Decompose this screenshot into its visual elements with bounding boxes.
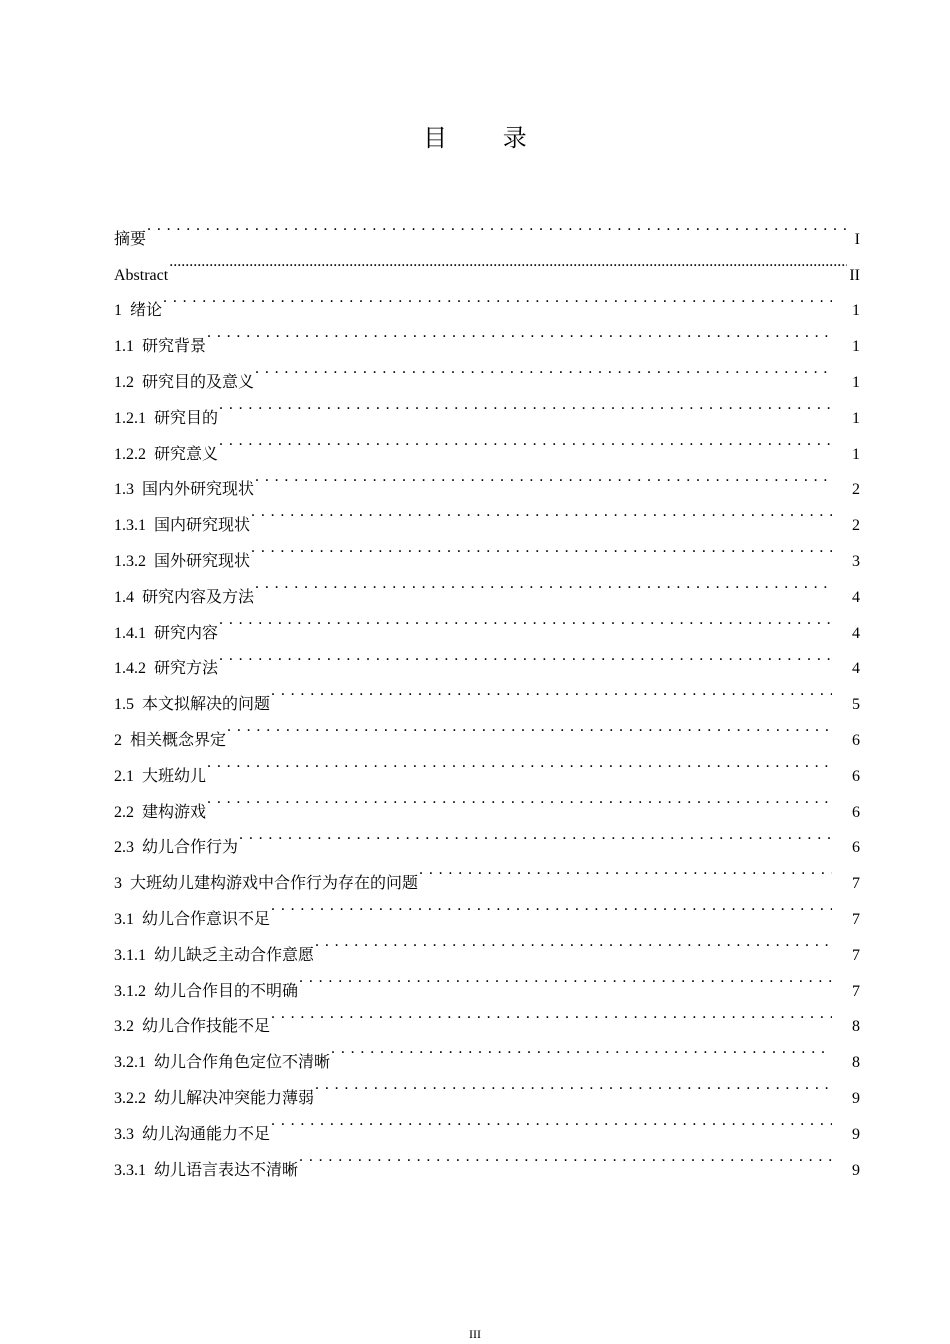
toc-dot-leader — [251, 530, 832, 566]
toc-entry-page: 4 — [852, 624, 860, 642]
toc-entry-number: 1.4.2 — [114, 660, 146, 678]
toc-entry-label: 研究内容 — [154, 624, 219, 642]
toc-entry-page: 4 — [852, 660, 860, 678]
toc-entry-label: 绪论 — [130, 302, 163, 320]
toc-dot-leader — [299, 1139, 832, 1175]
toc-entry[interactable] — [114, 817, 860, 857]
toc-entry-number: 1.4 — [114, 588, 134, 606]
toc-dot-leader — [163, 280, 832, 316]
toc-entry-number: 1.1 — [114, 338, 134, 356]
toc-entry-label: 研究方法 — [154, 660, 219, 678]
toc-entry[interactable] — [114, 351, 860, 391]
toc-entry-page: 8 — [852, 1054, 860, 1072]
toc-entry-label: 幼儿缺乏主动合作意愿 — [154, 946, 315, 964]
toc-entry-page: 4 — [852, 588, 860, 606]
toc-entry[interactable] — [114, 638, 860, 678]
toc-entry-number: 3.2.1 — [114, 1054, 146, 1072]
toc-dot-leader — [331, 1031, 832, 1067]
toc-dot-leader — [255, 351, 832, 387]
toc-dot-leader — [207, 781, 832, 817]
toc-entry-page: 6 — [852, 767, 860, 785]
toc-entry[interactable] — [114, 387, 860, 427]
toc-entry-label: 建构游戏 — [142, 803, 207, 821]
toc-dot-leader — [315, 1067, 832, 1103]
toc-entry-label: Abstract — [114, 266, 169, 284]
toc-entry[interactable] — [114, 315, 860, 356]
toc-entry-number: 1.2.2 — [114, 445, 146, 463]
toc-entry-number: 1.3 — [114, 481, 134, 499]
toc-entry-number: 3.2 — [114, 1018, 134, 1036]
toc-dot-leader — [255, 459, 832, 495]
page-number: III — [469, 1327, 481, 1341]
toc-dot-leader — [251, 494, 832, 530]
toc-entry-label: 研究意义 — [154, 445, 219, 463]
toc-entry-page: 7 — [852, 946, 860, 964]
toc-dot-leader — [299, 960, 832, 996]
toc-dot-leader — [169, 244, 847, 280]
toc-entry-label: 幼儿合作角色定位不清晰 — [154, 1054, 331, 1072]
toc-dot-leader — [271, 888, 832, 924]
toc-entry-page: 1 — [852, 302, 860, 320]
toc-dot-leader — [227, 709, 832, 745]
toc-entry-label: 幼儿合作技能不足 — [142, 1018, 271, 1036]
toc-dot-leader — [219, 387, 832, 423]
toc-dot-leader — [315, 924, 832, 960]
toc-entry-page: 9 — [852, 1125, 860, 1143]
toc-entry-page: 7 — [852, 982, 860, 1000]
toc-entry[interactable] — [114, 673, 860, 714]
toc-entry-label: 研究目的及意义 — [142, 373, 255, 391]
toc-entry-number: 2.3 — [114, 839, 134, 857]
toc-entry-label: 幼儿合作行为 — [142, 839, 239, 857]
toc-entry-label: 研究背景 — [142, 338, 207, 356]
toc-entry-number: 3.1.2 — [114, 982, 146, 1000]
toc-entry-number: 1.4.1 — [114, 624, 146, 642]
toc-entry-number: 1.3.2 — [114, 552, 146, 570]
toc-entry-page: II — [849, 266, 860, 284]
toc-entry-number: 2.1 — [114, 767, 134, 785]
toc-entry-label: 国外研究现状 — [154, 552, 251, 570]
toc-entry-label: 幼儿合作意识不足 — [142, 910, 271, 928]
toc-entry[interactable] — [114, 781, 860, 821]
toc-dot-leader — [219, 423, 832, 459]
toc-entry-number: 3.3 — [114, 1125, 134, 1143]
toc-entry-label: 研究内容及方法 — [142, 588, 255, 606]
toc-entry[interactable] — [114, 244, 860, 284]
toc-entry-page: 1 — [852, 445, 860, 463]
toc-entry-page: I — [854, 230, 860, 248]
toc-entry-page: 2 — [852, 481, 860, 499]
toc-entry-number: 1.2.1 — [114, 409, 146, 427]
toc-entry-number: 2.2 — [114, 803, 134, 821]
table-of-contents — [114, 208, 860, 1179]
toc-entry-page: 9 — [852, 1161, 860, 1179]
toc-entry-page: 3 — [852, 552, 860, 570]
toc-entry-page: 9 — [852, 1089, 860, 1107]
toc-entry-label: 幼儿语言表达不清晰 — [154, 1161, 299, 1179]
toc-dot-leader — [207, 745, 832, 781]
toc-dot-leader — [271, 673, 832, 709]
toc-entry-label: 大班幼儿 — [142, 767, 207, 785]
toc-entry-number: 1.3.1 — [114, 517, 146, 535]
toc-entry-number: 1.2 — [114, 373, 134, 391]
toc-dot-leader — [419, 852, 832, 888]
toc-dot-leader — [271, 996, 832, 1032]
toc-entry-label: 摘要 — [114, 230, 147, 248]
toc-entry-label: 相关概念界定 — [130, 731, 227, 749]
toc-entry-number: 3.1 — [114, 910, 134, 928]
toc-entry-page: 6 — [852, 839, 860, 857]
toc-entry-page: 8 — [852, 1018, 860, 1036]
toc-entry-page: 6 — [852, 803, 860, 821]
toc-entry-page: 1 — [852, 409, 860, 427]
toc-entry-label: 幼儿沟通能力不足 — [142, 1125, 271, 1143]
toc-entry[interactable] — [114, 208, 860, 248]
toc-entry-label: 本文拟解决的问题 — [142, 696, 271, 714]
toc-entry-label: 研究目的 — [154, 409, 219, 427]
toc-entry-number: 3 — [114, 875, 122, 893]
toc-entry-label: 幼儿合作目的不明确 — [154, 982, 299, 1000]
toc-entry[interactable] — [114, 459, 860, 499]
toc-dot-leader — [219, 602, 832, 638]
toc-entry[interactable] — [114, 423, 860, 463]
toc-entry-number: 3.2.2 — [114, 1089, 146, 1107]
toc-dot-leader — [219, 638, 832, 674]
toc-dot-leader — [239, 817, 832, 853]
toc-entry-page: 6 — [852, 731, 860, 749]
toc-entry-label: 幼儿解决冲突能力薄弱 — [154, 1089, 315, 1107]
toc-dot-leader — [271, 1103, 832, 1139]
toc-entry-number: 3.1.1 — [114, 946, 146, 964]
toc-entry-page: 7 — [852, 875, 860, 893]
toc-entry-label: 大班幼儿建构游戏中合作行为存在的问题 — [130, 875, 419, 893]
toc-dot-leader — [207, 315, 832, 351]
page-title: 目 录 — [423, 124, 551, 152]
toc-entry[interactable] — [114, 602, 860, 642]
toc-entry-label: 国内研究现状 — [154, 517, 251, 535]
toc-entry[interactable] — [114, 745, 860, 785]
toc-entry-number: 3.3.1 — [114, 1161, 146, 1179]
toc-entry[interactable] — [114, 280, 860, 320]
toc-entry-number: 1.5 — [114, 696, 134, 714]
toc-entry-page: 7 — [852, 910, 860, 928]
toc-dot-leader — [255, 566, 832, 602]
toc-entry-page: 1 — [852, 338, 860, 356]
toc-entry-number: 1 — [114, 302, 122, 320]
toc-entry-label: 国内外研究现状 — [142, 481, 255, 499]
toc-entry-page: 1 — [852, 373, 860, 391]
toc-entry-page: 5 — [852, 696, 860, 714]
toc-entry-page: 2 — [852, 517, 860, 535]
toc-entry-number: 2 — [114, 731, 122, 749]
toc-dot-leader — [147, 208, 853, 244]
